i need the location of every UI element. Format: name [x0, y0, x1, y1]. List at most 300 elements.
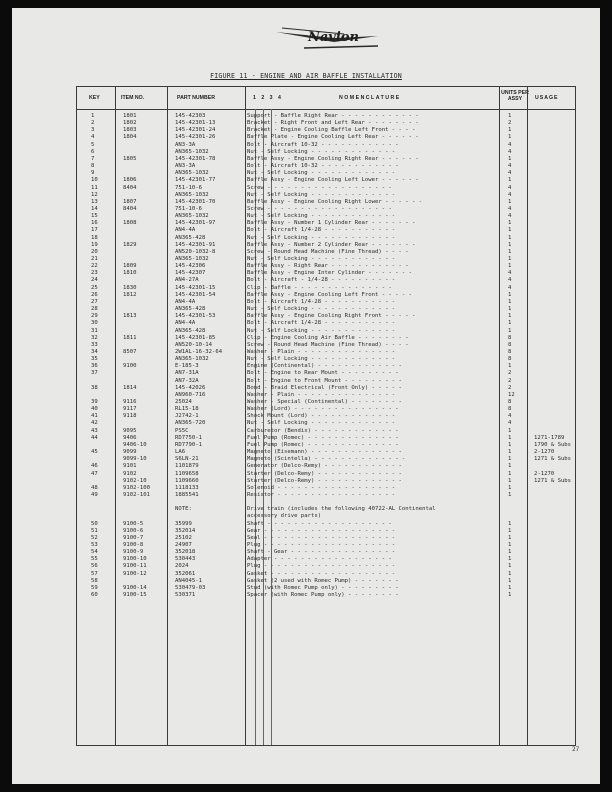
key-cell: 10 — [91, 177, 98, 184]
key-cell: 14 — [91, 205, 98, 212]
nomenclature-cell: Bolt - Engine to Front Mount - - - - - - - - - — [247, 377, 402, 384]
part-number-cell: AN4-4A — [175, 320, 196, 327]
units-cell: 1 — [508, 327, 512, 334]
table-row — [77, 513, 575, 520]
item-no-cell: 9100-9 — [123, 549, 144, 556]
nomenclature-cell: Drive train (includes the following 40722-AL Continental — [247, 506, 436, 513]
nomenclature-cell: Shock Mount (Lord) - - - - - - - - - - - - - — [247, 413, 396, 420]
item-no-cell: 1810 — [123, 270, 137, 277]
part-number-cell: 352061 — [175, 570, 196, 577]
part-number-cell: 145-42301-91 — [175, 241, 216, 248]
key-cell: 45 — [91, 449, 98, 456]
item-no-cell: 9102-100 — [123, 484, 150, 491]
item-no-cell: 9118 — [123, 413, 137, 420]
units-cell: 1 — [508, 456, 512, 463]
nomenclature-cell: Bolt - Aircraft 1/4-28 - - - - - - - - - - - — [247, 298, 396, 305]
nomenclature-cell: Stud (with Romec Pump only) - - - - - - - - - — [247, 584, 399, 591]
item-no-cell: 1803 — [123, 127, 137, 134]
nomenclature-cell: Screw - - - - - - - - - - - - - - - - - - - — [247, 184, 392, 191]
part-number-cell: AN365-1032 — [175, 148, 209, 155]
units-cell: 1 — [508, 463, 512, 470]
nomenclature-cell: Baffle Assy - Engine Cooling Right Front - - - - - — [247, 313, 416, 320]
table-row — [77, 592, 575, 599]
units-cell: 1 — [508, 427, 512, 434]
part-number-cell: 145-42301-78 — [175, 155, 216, 162]
col-key-header: KEY — [89, 95, 100, 101]
part-number-cell: 530371 — [175, 592, 196, 599]
col-nomenclature-header: NOMENCLATURE — [339, 95, 401, 101]
table-row — [77, 299, 575, 306]
part-number-cell: 1885541 — [175, 491, 199, 498]
table-row — [77, 528, 575, 535]
part-number-cell: AN4045-1 — [175, 577, 202, 584]
key-cell: 38 — [91, 384, 98, 391]
key-cell: 37 — [91, 370, 98, 377]
units-cell: 1 — [508, 256, 512, 262]
key-cell: 21 — [91, 256, 98, 262]
key-cell: 50 — [91, 520, 98, 527]
item-no-cell: 8404 — [123, 184, 137, 191]
nomenclature-cell: Nut - Self Locking - - - - - - - - - - - - - — [247, 191, 396, 198]
table-row — [77, 206, 575, 213]
table-row — [77, 227, 575, 234]
table-row — [77, 342, 575, 349]
part-number-cell: AN365-1032 — [175, 170, 209, 177]
table-row — [77, 471, 575, 478]
col-part-header: PART NUMBER — [177, 95, 215, 101]
table-row — [77, 571, 575, 578]
units-cell: 8 — [508, 399, 512, 405]
table-row — [77, 406, 575, 413]
units-cell: 4 — [508, 270, 512, 277]
table-row — [77, 399, 575, 406]
table-row — [77, 370, 575, 377]
units-cell: 4 — [508, 184, 512, 191]
key-cell: 47 — [91, 470, 98, 477]
nomenclature-cell: Screw - Round Head Machine (Fine Thread) - - - - — [247, 341, 409, 348]
units-cell: 4 — [508, 213, 512, 220]
units-cell: 8 — [508, 406, 512, 413]
units-cell: 1 — [508, 198, 512, 205]
usage-cell: 2-1270 — [534, 449, 555, 456]
item-no-cell: 9116 — [123, 399, 137, 405]
units-cell: 4 — [508, 163, 512, 170]
nomenclature-cell: Washer - Plain - - - - - - - - - - - - - - - — [247, 391, 396, 398]
key-cell: 7 — [91, 155, 95, 162]
col-usage-header: USAGE — [535, 95, 559, 101]
key-cell: 28 — [91, 306, 98, 313]
usage-cell: 1271-1789 — [534, 434, 565, 441]
table-row — [77, 213, 575, 220]
part-number-cell: 145-42026 — [175, 384, 206, 391]
units-cell: 1 — [508, 220, 512, 227]
key-cell: 55 — [91, 556, 98, 563]
part-number-cell: 35999 — [175, 520, 192, 527]
nomenclature-cell: Baffle Assy - Engine Cooling Left Front - - - - - — [247, 291, 413, 298]
units-cell: 1 — [508, 434, 512, 441]
part-number-cell: AN4-27A — [175, 277, 199, 284]
item-no-cell: 9100 — [123, 363, 137, 370]
usage-cell: 1790 & Subs — [534, 441, 572, 448]
table-row — [77, 556, 575, 563]
table-row — [77, 220, 575, 227]
item-no-cell: 1814 — [123, 384, 137, 391]
nomenclature-cell: Nut - Self Locking - - - - - - - - - - - - - — [247, 213, 396, 220]
units-cell: 1 — [508, 306, 512, 313]
nomenclature-cell: Bolt - Aircraft 1/4-28 - - - - - - - - - - - — [247, 320, 396, 327]
nomenclature-cell: Starter (Delco-Remy) - - - - - - - - - - - - - — [247, 470, 402, 477]
nomenclature-cell: Baffle Assy - Engine Cooling Right Rear - - - - - - — [247, 155, 419, 162]
table-row — [77, 199, 575, 206]
nomenclature-cell: Bolt - Engine to Rear Mount - - - - - - - - - — [247, 370, 399, 377]
table-row — [77, 177, 575, 184]
key-cell: 56 — [91, 563, 98, 570]
nomenclature-cell: Bolt - Aircraft - 1/4-28 - - - - - - - - - - — [247, 277, 396, 284]
table-row — [77, 120, 575, 127]
key-cell: 34 — [91, 348, 98, 355]
item-no-cell: 9099 — [123, 449, 137, 456]
table-row — [77, 270, 575, 277]
item-no-cell: 1802 — [123, 120, 137, 127]
item-no-cell: 1812 — [123, 291, 137, 298]
nomenclature-cell: Nut - Self Locking - - - - - - - - - - - - - — [247, 327, 396, 334]
units-cell: 1 — [508, 441, 512, 448]
part-number-cell: AN365-428 — [175, 306, 206, 313]
table-row — [77, 413, 575, 420]
nomenclature-cell: Baffle Assy - Engine Inter Cylinder - - - - - - - — [247, 270, 413, 277]
key-cell: 42 — [91, 420, 98, 427]
table-row — [77, 285, 575, 292]
part-number-cell: 145-42301-53 — [175, 313, 216, 320]
item-no-cell: 9102-101 — [123, 491, 150, 498]
part-number-cell: S6LN-21 — [175, 456, 199, 463]
units-cell: 1 — [508, 155, 512, 162]
key-cell: 9 — [91, 170, 95, 177]
part-number-cell: RL15-18 — [175, 406, 199, 413]
usage-cell: 2-1270 — [534, 470, 555, 477]
table-row — [77, 378, 575, 385]
part-number-cell: E-185-3 — [175, 363, 199, 370]
units-cell: 1 — [508, 177, 512, 184]
key-cell: 24 — [91, 277, 98, 284]
key-cell: 16 — [91, 220, 98, 227]
part-number-cell: 145-42303 — [175, 113, 206, 119]
nomenclature-cell: Adapter - - - - - - - - - - - - - - - - - - — [247, 556, 392, 563]
nomenclature-cell: Fuel Pump (Romec) - - - - - - - - - - - - - - — [247, 434, 399, 441]
part-number-cell: 145-42307 — [175, 270, 206, 277]
table-row — [77, 142, 575, 149]
key-cell: 19 — [91, 241, 98, 248]
units-cell: 1 — [508, 556, 512, 563]
units-cell: 12 — [508, 391, 515, 398]
units-cell: 1 — [508, 491, 512, 498]
units-cell: 8 — [508, 356, 512, 363]
key-cell: 12 — [91, 191, 98, 198]
part-number-cell: 145-42301-70 — [175, 198, 216, 205]
units-cell: 8 — [508, 348, 512, 355]
key-cell: 18 — [91, 234, 98, 241]
key-cell: 15 — [91, 213, 98, 220]
table-row — [77, 277, 575, 284]
key-cell: 41 — [91, 413, 98, 420]
table-row — [77, 392, 575, 399]
nomenclature-cell: Generator (Delco-Remy) - - - - - - - - - - - - — [247, 463, 402, 470]
units-cell: 1 — [508, 484, 512, 491]
nomenclature-cell: Screw - - - - - - - - - - - - - - - - - - - — [247, 205, 392, 212]
part-number-cell: AN365-1032 — [175, 213, 209, 220]
part-number-cell: AN365-720 — [175, 420, 206, 427]
part-number-cell: 530443 — [175, 556, 196, 563]
table-row — [77, 420, 575, 427]
item-no-cell: 9095 — [123, 427, 137, 434]
table-row — [77, 585, 575, 592]
key-cell: 1 — [91, 113, 95, 119]
units-cell: 2 — [508, 370, 512, 377]
units-cell: 8 — [508, 334, 512, 341]
table-row — [77, 485, 575, 492]
units-cell: 4 — [508, 420, 512, 427]
key-cell: 33 — [91, 341, 98, 348]
nomenclature-cell: Clip - Engine Cooling Air Baffle - - - - - - - - — [247, 334, 409, 341]
key-cell: 23 — [91, 270, 98, 277]
units-cell: 1 — [508, 449, 512, 456]
key-cell: 26 — [91, 291, 98, 298]
key-cell: 53 — [91, 542, 98, 548]
units-cell: 1 — [508, 248, 512, 255]
nomenclature-cell: Gear - - - - - - - - - - - - - - - - - - - - — [247, 527, 396, 534]
table-row — [77, 442, 575, 449]
units-cell: 1 — [508, 534, 512, 541]
item-no-cell: 1811 — [123, 334, 137, 341]
table-row — [77, 492, 575, 499]
part-number-cell: 145-42301-54 — [175, 291, 216, 298]
part-number-cell: 145-42301-24 — [175, 127, 216, 134]
units-cell: 1 — [508, 234, 512, 241]
units-cell: 1 — [508, 542, 512, 548]
key-cell: 6 — [91, 148, 95, 155]
units-cell: 1 — [508, 241, 512, 248]
key-cell: 27 — [91, 298, 98, 305]
nomenclature-cell: Plug - - - - - - - - - - - - - - - - - - - - — [247, 542, 396, 548]
units-cell: 1 — [508, 584, 512, 591]
part-number-cell: 145-42301-15 — [175, 284, 216, 291]
units-cell: 4 — [508, 413, 512, 420]
table-row — [77, 185, 575, 192]
item-no-cell: 1806 — [123, 177, 137, 184]
table-header — [77, 87, 575, 110]
part-number-cell: 145-42301-85 — [175, 334, 216, 341]
units-cell: 1 — [508, 134, 512, 141]
document-page — [12, 8, 600, 784]
units-cell: 1 — [508, 298, 512, 305]
nomenclature-cell: Nut - Self Locking - - - - - - - - - - - - - — [247, 420, 396, 427]
part-number-cell: 2024 — [175, 563, 189, 570]
units-cell: 1 — [508, 549, 512, 556]
table-row — [77, 156, 575, 163]
part-number-cell: AN520-10-14 — [175, 341, 213, 348]
item-no-cell: 9100-15 — [123, 592, 147, 599]
item-no-cell: 1801 — [123, 113, 137, 119]
item-no-cell: 9406 — [123, 434, 137, 441]
part-number-cell: AN7-32A — [175, 377, 199, 384]
key-cell: 20 — [91, 248, 98, 255]
figure-title: FIGURE 11 - ENGINE AND AIR BAFFLE INSTALLATION — [210, 72, 402, 80]
table-row — [77, 127, 575, 134]
table-row — [77, 463, 575, 470]
part-number-cell: 530479-03 — [175, 584, 206, 591]
nomenclature-cell: Magneto (Eisemann) - - - - - - - - - - - - - - — [247, 449, 402, 456]
part-number-cell: 1109658 — [175, 470, 199, 477]
table-row — [77, 249, 575, 256]
item-no-cell: 9100-8 — [123, 542, 144, 548]
part-number-cell: 145-42306 — [175, 263, 206, 270]
part-number-cell: 145-42301-97 — [175, 220, 216, 227]
nomenclature-cell: Nut - Self Locking - - - - - - - - - - - - - — [247, 306, 396, 313]
part-number-cell: 24907 — [175, 542, 192, 548]
key-cell: 13 — [91, 198, 98, 205]
part-number-cell: 352014 — [175, 527, 196, 534]
nomenclature-cell: Fuel Pump (Romec) - - - - - - - - - - - - - - — [247, 441, 399, 448]
table-row — [77, 385, 575, 392]
item-no-cell: 9100-5 — [123, 520, 144, 527]
item-no-cell: 9100-7 — [123, 534, 144, 541]
key-cell: 46 — [91, 463, 98, 470]
item-no-cell: 1813 — [123, 313, 137, 320]
col-indent-header: 1 2 3 4 — [253, 95, 283, 101]
units-cell: 1 — [508, 520, 512, 527]
nomenclature-cell: Support - Baffle Right Rear - - - - - - - - - - - - — [247, 113, 419, 119]
units-cell: 1 — [508, 291, 512, 298]
key-cell: 60 — [91, 592, 98, 599]
part-number-cell: AN4-4A — [175, 298, 196, 305]
item-no-cell: 9102 — [123, 470, 137, 477]
item-no-cell: 1808 — [123, 220, 137, 227]
nomenclature-cell: Bolt - Aircraft 10-32 - - - - - - - - - - - - — [247, 141, 399, 148]
part-number-cell: AN365-1032 — [175, 191, 209, 198]
part-number-cell: 145-42301-26 — [175, 134, 216, 141]
key-cell: 2 — [91, 120, 95, 127]
key-cell: 36 — [91, 363, 98, 370]
part-number-cell: 145-42301-13 — [175, 120, 216, 127]
nomenclature-cell: Carburetor (Bendix) - - - - - - - - - - - - - — [247, 427, 399, 434]
units-cell: 4 — [508, 141, 512, 148]
key-cell: 59 — [91, 584, 98, 591]
nomenclature-cell: Starter (Delco-Remy) - - - - - - - - - - - - - — [247, 477, 402, 484]
part-number-cell: AN365-428 — [175, 234, 206, 241]
col-item-header: ITEM NO. — [121, 95, 145, 101]
item-no-cell: 1809 — [123, 263, 137, 270]
part-number-cell: LA6 — [175, 449, 186, 456]
units-cell: 1 — [508, 113, 512, 119]
nomenclature-cell: Bolt - Aircraft 10-32 - - - - - - - - - - - - — [247, 163, 399, 170]
nomenclature-cell: Baffle Assy - Right Rear - - - - - - - - - - - - — [247, 263, 409, 270]
units-cell: 1 — [508, 227, 512, 234]
nomenclature-cell: Bracket - Right Front and Left Rear - - - - - - - - — [247, 120, 419, 127]
part-number-cell: 1118133 — [175, 484, 199, 491]
units-cell: 2 — [508, 120, 512, 127]
item-no-cell: 9101 — [123, 463, 137, 470]
key-cell: 32 — [91, 334, 98, 341]
part-number-cell: 751-10-6 — [175, 184, 202, 191]
nomenclature-cell: Baffle Plate - Engine Cooling Left Rear - - - - - - — [247, 134, 419, 141]
table-row — [77, 192, 575, 199]
item-no-cell: 9117 — [123, 406, 137, 413]
part-number-cell: 145-42301-77 — [175, 177, 216, 184]
item-no-cell: 1807 — [123, 198, 137, 205]
table-row — [77, 506, 575, 513]
nomenclature-cell: Screw - Round Head Machine (Fine Thread) - - - - — [247, 248, 409, 255]
table-row — [77, 134, 575, 141]
table-row — [77, 349, 575, 356]
nomenclature-cell: Nut - Self Locking - - - - - - - - - - - - - — [247, 234, 396, 241]
table-row — [77, 578, 575, 585]
table-row — [77, 313, 575, 320]
nomenclature-cell: Baffle Assy - Number 1 Cylinder Rear - - - - - - - — [247, 220, 416, 227]
table-row — [77, 535, 575, 542]
nomenclature-cell: Washer - Special (Continental) - - - - - - - - — [247, 399, 402, 405]
part-number-cell: AN365-1032 — [175, 256, 209, 262]
table-row — [77, 563, 575, 570]
key-cell: 52 — [91, 534, 98, 541]
table-row — [77, 435, 575, 442]
key-cell: 25 — [91, 284, 98, 291]
nomenclature-cell: Washer (Lord) - - - - - - - - - - - - - - - - — [247, 406, 399, 413]
key-cell: 17 — [91, 227, 98, 234]
table-row — [77, 499, 575, 506]
item-no-cell: 8507 — [123, 348, 137, 355]
units-cell: 1 — [508, 577, 512, 584]
table-row — [77, 170, 575, 177]
nomenclature-cell: Clip - Baffle - - - - - - - - - - - - - - - — [247, 284, 392, 291]
nomenclature-cell: accessory drive parts) — [247, 513, 322, 520]
units-cell: 1 — [508, 363, 512, 370]
nomenclature-cell: Washer - Plain - - - - - - - - - - - - - - - — [247, 348, 396, 355]
page-number: 27 — [572, 746, 580, 753]
part-number-cell: NOTE: — [175, 506, 192, 513]
key-cell: 58 — [91, 577, 98, 584]
table-row — [77, 163, 575, 170]
usage-cell: 1271 & Subs — [534, 456, 572, 463]
units-cell: 1 — [508, 477, 512, 484]
item-no-cell: 9100-11 — [123, 563, 147, 570]
units-cell: 4 — [508, 191, 512, 198]
part-number-cell: AN520-1032-8 — [175, 248, 216, 255]
table-row — [77, 456, 575, 463]
nomenclature-cell: Spacer (with Romec Pump only) - - - - - - - - — [247, 592, 399, 599]
table-row — [77, 549, 575, 556]
table-row — [77, 363, 575, 370]
part-number-cell: 2W1AL-16-32-64 — [175, 348, 223, 355]
part-number-cell: 352018 — [175, 549, 196, 556]
table-row — [77, 292, 575, 299]
nomenclature-cell: Shaft - Gear - - - - - - - - - - - - - - - - — [247, 549, 396, 556]
nomenclature-cell: Baffle Assy - Engine Cooling Left Lower - - - - - - — [247, 177, 419, 184]
key-cell: 51 — [91, 527, 98, 534]
nomenclature-cell: Nut - Self Locking - - - - - - - - - - - - - — [247, 148, 396, 155]
nomenclature-cell: Gasket (2 used with Romec Pump) - - - - - - - — [247, 577, 399, 584]
units-cell: 4 — [508, 205, 512, 212]
part-number-cell: AN7-31A — [175, 370, 199, 377]
part-number-cell: 25102 — [175, 534, 192, 541]
nomenclature-cell: Gasket - - - - - - - - - - - - - - - - - - - — [247, 570, 396, 577]
units-cell: 2 — [508, 384, 512, 391]
item-no-cell: 9100-14 — [123, 584, 147, 591]
part-number-cell: 1109660 — [175, 477, 199, 484]
table-row — [77, 242, 575, 249]
key-cell: 22 — [91, 263, 98, 270]
part-number-cell: RD7750-1 — [175, 434, 202, 441]
item-no-cell: 1805 — [123, 155, 137, 162]
